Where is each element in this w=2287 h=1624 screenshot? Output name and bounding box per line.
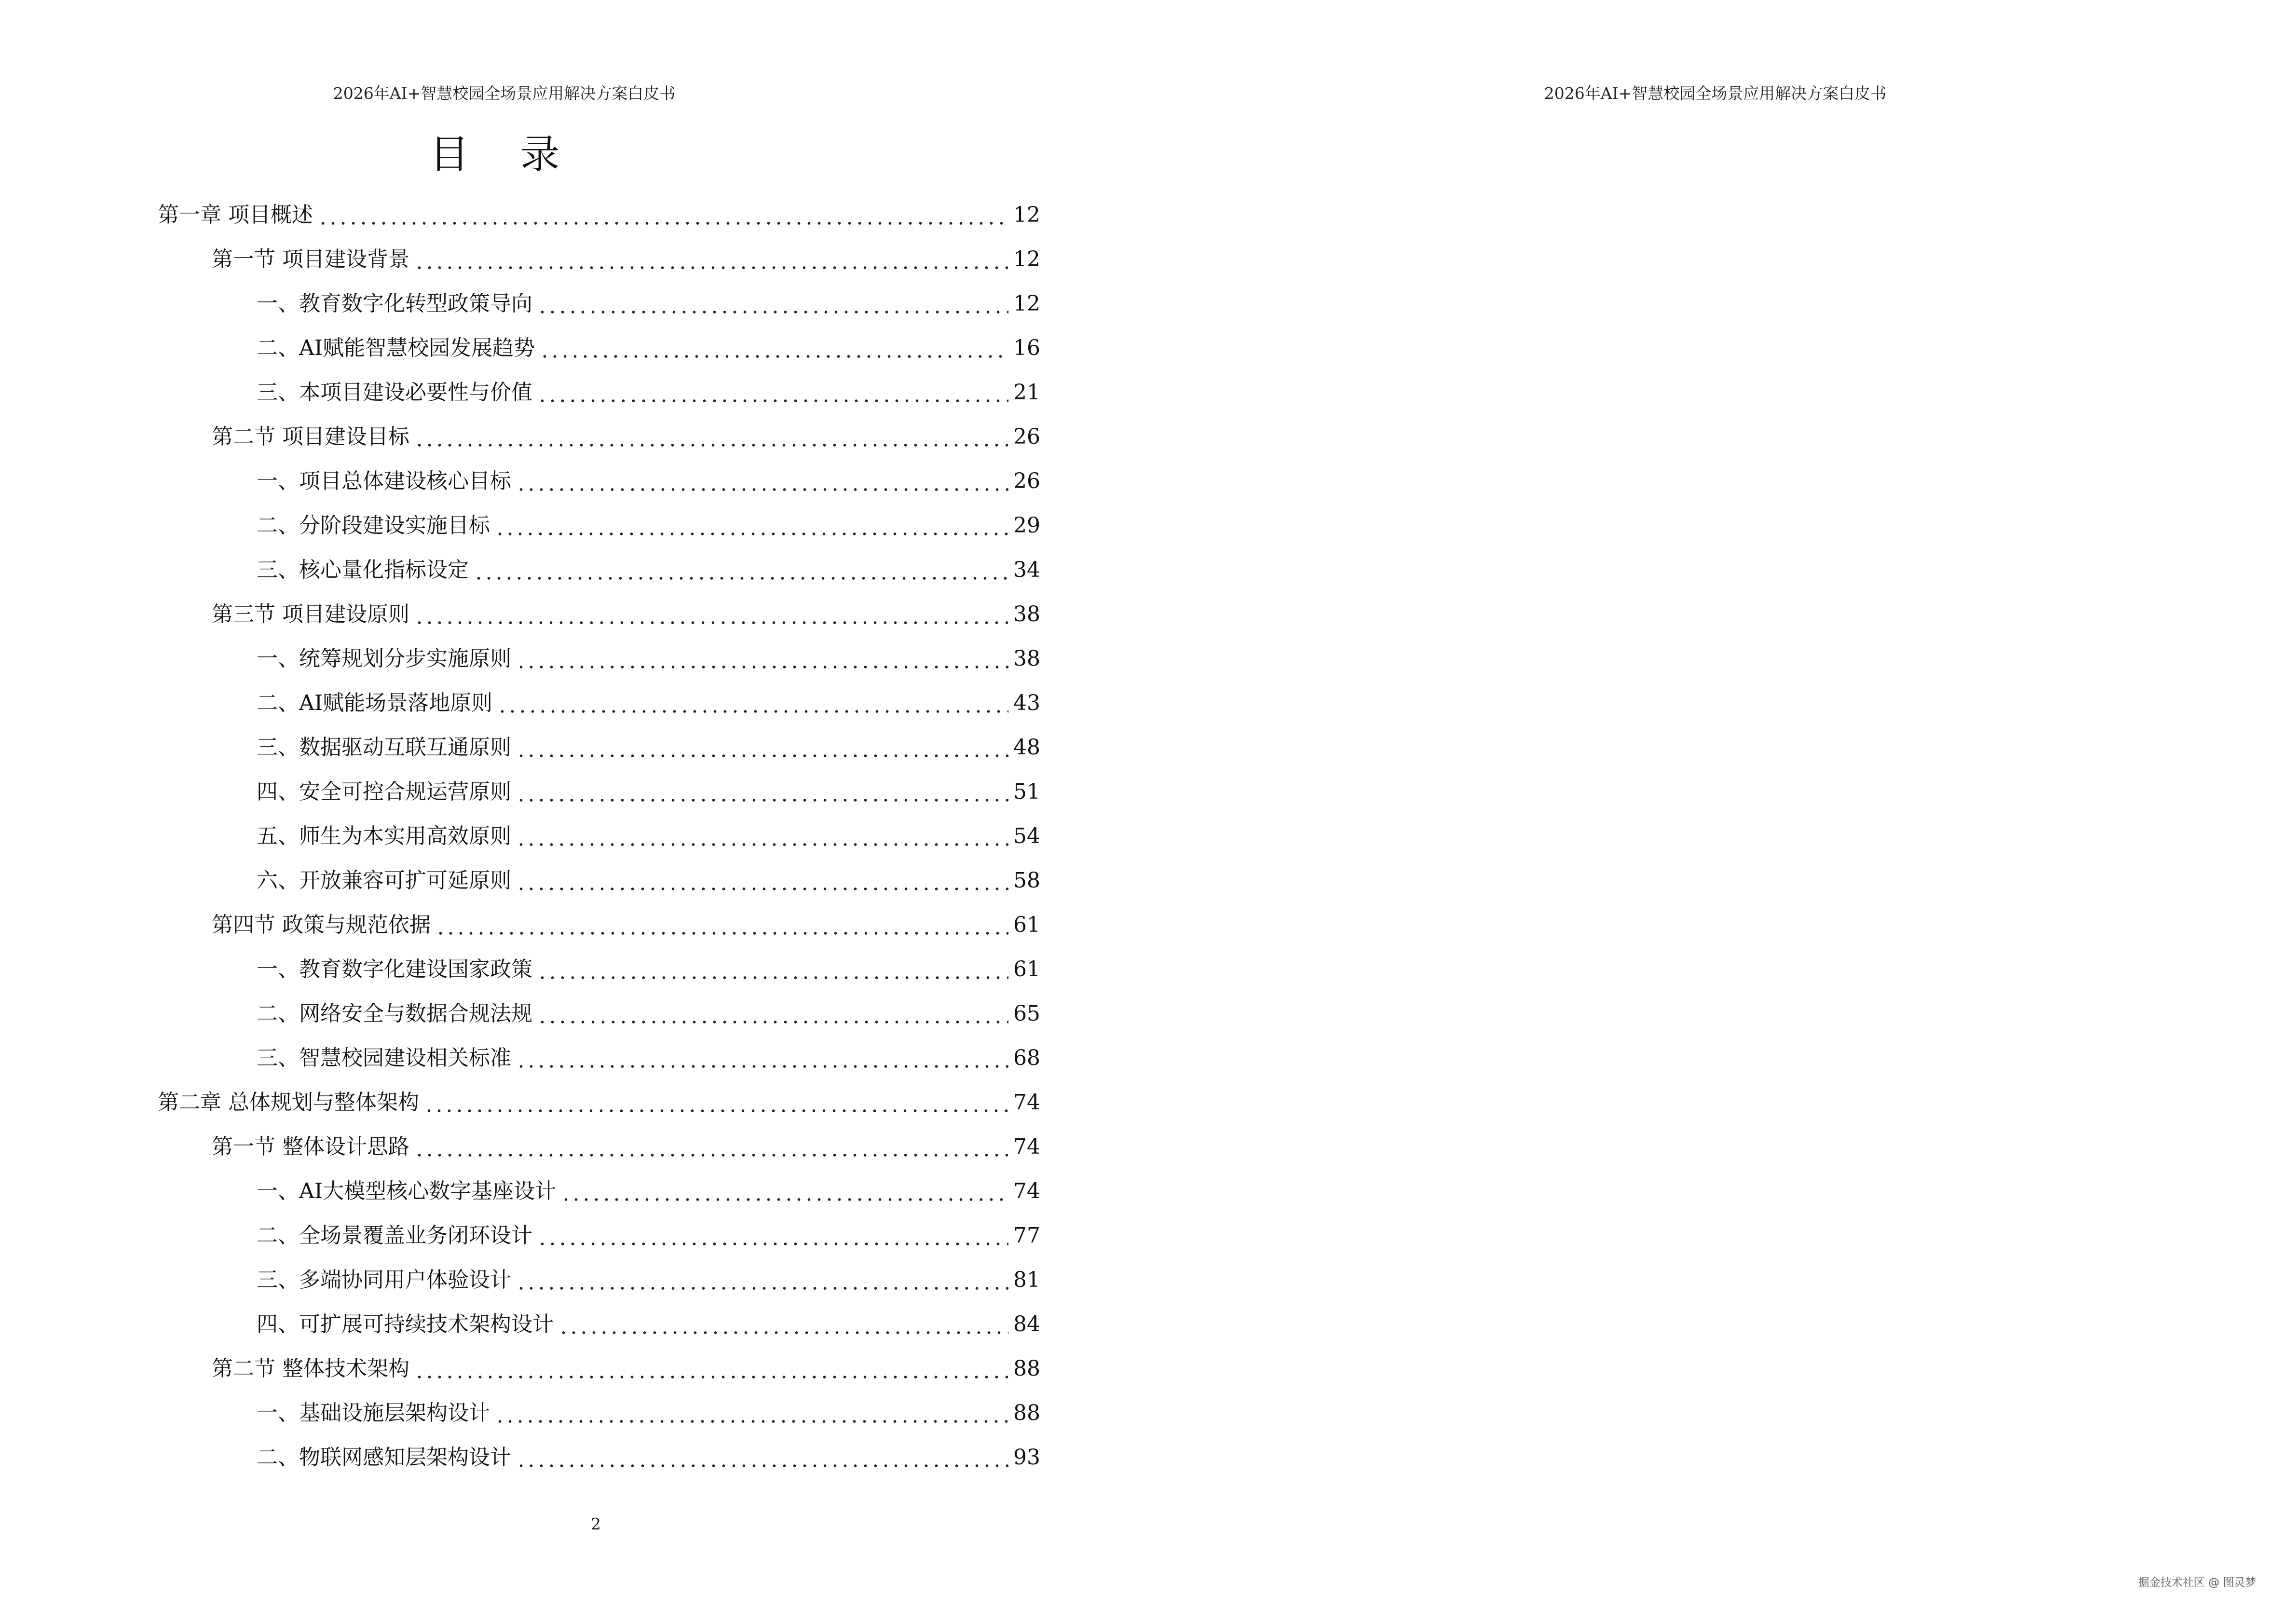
dot-leader — [516, 826, 1008, 847]
toc-entry-section[interactable] — [158, 903, 1040, 947]
dot-leader — [414, 426, 1008, 448]
toc-entry-title: 二、全场景覆盖业务闭环设计 — [257, 1223, 532, 1248]
toc-entry-title: 三、核心量化指标设定 — [257, 558, 469, 582]
toc-entry-subsection[interactable] — [158, 947, 1040, 992]
dot-leader — [558, 1314, 1008, 1335]
dot-leader — [516, 1447, 1008, 1468]
toc-entry-subsection[interactable] — [158, 1258, 1040, 1302]
toc-entry-page-number: 21 — [1013, 380, 1040, 405]
toc-entry-subsection[interactable] — [158, 859, 1040, 903]
toc-entry-page-number: 81 — [1013, 1268, 1040, 1292]
dot-leader — [414, 249, 1008, 270]
toc-entry-page-number: 26 — [1013, 469, 1040, 493]
toc-entry-title: 第一章 项目概述 — [158, 203, 313, 227]
toc-entry-page-number: 61 — [1013, 957, 1040, 982]
dot-leader — [516, 737, 1008, 758]
toc-entry-section[interactable] — [158, 592, 1040, 637]
dot-leader — [516, 781, 1008, 803]
dot-leader — [537, 1003, 1008, 1024]
toc-entry-section[interactable] — [158, 415, 1040, 459]
toc-entry-page-number: 38 — [1013, 646, 1040, 671]
toc-entry-title: 第二节 项目建设目标 — [212, 424, 409, 449]
toc-entry-title: 一、教育数字化转型政策导向 — [257, 291, 532, 316]
dot-leader — [537, 382, 1008, 403]
toc-entry-page-number: 88 — [1013, 1356, 1040, 1381]
running-header: 2026年AI+智慧校园全场景应用解决方案白皮书 — [1544, 84, 1887, 103]
dot-leader — [537, 959, 1008, 980]
toc-entry-title: 第三节 项目建设原则 — [212, 602, 409, 627]
toc-entry-title: 四、可扩展可持续技术架构设计 — [257, 1312, 554, 1337]
toc-entry-page-number: 29 — [1013, 513, 1040, 538]
toc-entry-page-number: 77 — [1013, 1223, 1040, 1248]
toc-entry-page-number: 68 — [1013, 1046, 1040, 1070]
toc-entry-title: 二、分阶段建设实施目标 — [257, 513, 490, 538]
dot-leader — [537, 293, 1008, 314]
toc-entry-page-number: 74 — [1013, 1179, 1040, 1203]
toc-entry-page-number: 26 — [1013, 424, 1040, 449]
dot-leader — [516, 471, 1008, 492]
toc-entry-page-number: 65 — [1013, 1001, 1040, 1026]
toc-entry-subsection[interactable] — [158, 370, 1040, 415]
toc-entry-title: 三、多端协同用户体验设计 — [257, 1268, 511, 1292]
toc-entry-subsection[interactable] — [158, 681, 1040, 725]
toc-entry-subsection[interactable] — [158, 326, 1040, 370]
toc-entry-section[interactable] — [158, 1125, 1040, 1169]
toc-entry-subsection[interactable] — [158, 1302, 1040, 1347]
dot-leader — [561, 1181, 1008, 1202]
toc-entry-title: 第四节 政策与规范依据 — [212, 913, 431, 937]
toc-entry-page-number: 43 — [1013, 691, 1040, 715]
toc-entry-subsection[interactable] — [158, 282, 1040, 326]
dot-leader — [414, 1358, 1008, 1379]
dot-leader — [516, 1048, 1008, 1069]
toc-entry-page-number: 74 — [1013, 1090, 1040, 1115]
toc-entry-page-number: 48 — [1013, 735, 1040, 760]
toc-entry-title: 三、数据驱动互联互通原则 — [257, 735, 511, 760]
toc-entry-subsection[interactable] — [158, 1036, 1040, 1080]
toc-entry-page-number: 84 — [1013, 1312, 1040, 1337]
toc-entry-title: 三、智慧校园建设相关标准 — [257, 1046, 511, 1070]
toc-entry-page-number: 16 — [1013, 336, 1040, 360]
toc-entry-page-number: 54 — [1013, 824, 1040, 848]
toc-entry-subsection[interactable] — [158, 1214, 1040, 1258]
toc-entry-title: 一、项目总体建设核心目标 — [257, 469, 511, 493]
toc-entry-title: 第一节 整体设计思路 — [212, 1134, 409, 1159]
toc-entry-page-number: 88 — [1013, 1401, 1040, 1425]
toc-entry-chapter[interactable] — [158, 1080, 1040, 1125]
dot-leader — [516, 1269, 1008, 1291]
toc-entry-title: 三、本项目建设必要性与价值 — [257, 380, 532, 405]
dot-leader — [414, 1136, 1008, 1158]
toc-title: 目 录 — [429, 132, 579, 177]
toc-entry-title: 六、开放兼容可扩可延原则 — [257, 868, 511, 893]
running-header: 2026年AI+智慧校园全场景应用解决方案白皮书 — [333, 84, 676, 103]
toc-entry-page-number: 12 — [1013, 291, 1040, 316]
dot-leader — [497, 693, 1008, 714]
toc-entry-title: 五、师生为本实用高效原则 — [257, 824, 511, 848]
toc-entry-title: 一、AI大模型核心数字基座设计 — [257, 1179, 557, 1203]
dot-leader — [495, 1403, 1008, 1424]
toc-entry-title: 二、物联网感知层架构设计 — [257, 1445, 511, 1470]
toc-entry-page-number: 38 — [1013, 602, 1040, 627]
dot-leader — [318, 205, 1008, 226]
toc-entry-subsection[interactable] — [158, 814, 1040, 859]
toc-entry-page-number: 34 — [1013, 558, 1040, 582]
toc-entry-chapter[interactable] — [158, 193, 1040, 237]
toc-entry-page-number: 12 — [1013, 203, 1040, 227]
toc-entry-page-number: 12 — [1013, 247, 1040, 272]
watermark: 掘金技术社区 @ 图灵梦 — [2138, 1576, 2256, 1589]
toc-entry-title: 四、安全可控合规运营原则 — [257, 779, 511, 804]
dot-leader — [424, 1092, 1008, 1113]
toc-entry-subsection[interactable] — [158, 770, 1040, 814]
toc-entry-subsection[interactable] — [158, 992, 1040, 1036]
toc-entry-subsection[interactable] — [158, 504, 1040, 548]
toc-entry-page-number: 74 — [1013, 1134, 1040, 1159]
toc-entry-title: 二、AI赋能智慧校园发展趋势 — [257, 336, 535, 360]
dot-leader — [540, 338, 1008, 359]
toc-entry-subsection[interactable] — [158, 1391, 1040, 1435]
dot-leader — [516, 870, 1008, 891]
dot-leader — [474, 560, 1008, 581]
toc-entry-title: 第一节 项目建设背景 — [212, 247, 409, 272]
dot-leader — [495, 515, 1008, 536]
toc-entry-subsection[interactable] — [158, 459, 1040, 504]
dot-leader — [436, 914, 1008, 936]
toc-entry-page-number: 51 — [1013, 779, 1040, 804]
toc-entry-section[interactable] — [158, 237, 1040, 282]
toc-entry-title: 二、网络安全与数据合规法规 — [257, 1001, 532, 1026]
toc-entry-subsection[interactable] — [158, 637, 1040, 681]
toc-entry-subsection[interactable] — [158, 725, 1040, 770]
toc-entry-page-number: 61 — [1013, 913, 1040, 937]
toc-entry-title: 第二章 总体规划与整体架构 — [158, 1090, 419, 1115]
toc-entry-title: 一、基础设施层架构设计 — [257, 1401, 490, 1425]
toc-entry-subsection[interactable] — [158, 1169, 1040, 1214]
page-number: 2 — [591, 1515, 601, 1533]
toc-entry-title: 一、统筹规划分步实施原则 — [257, 646, 511, 671]
toc-page-right — [1144, 0, 2287, 1624]
toc-entry-page-number: 58 — [1013, 868, 1040, 893]
dot-leader — [537, 1225, 1008, 1246]
dot-leader — [414, 604, 1008, 625]
dot-leader — [516, 648, 1008, 669]
toc-entry-title: 二、AI赋能场景落地原则 — [257, 691, 493, 715]
toc-entry-section[interactable] — [158, 1347, 1040, 1391]
toc-entry-page-number: 93 — [1013, 1445, 1040, 1470]
toc-entry-subsection[interactable] — [158, 548, 1040, 592]
toc-entry-subsection[interactable] — [158, 1435, 1040, 1480]
toc-entry-title: 一、教育数字化建设国家政策 — [257, 957, 532, 982]
toc-list-left — [158, 193, 1040, 1480]
toc-entry-title: 第二节 整体技术架构 — [212, 1356, 409, 1381]
